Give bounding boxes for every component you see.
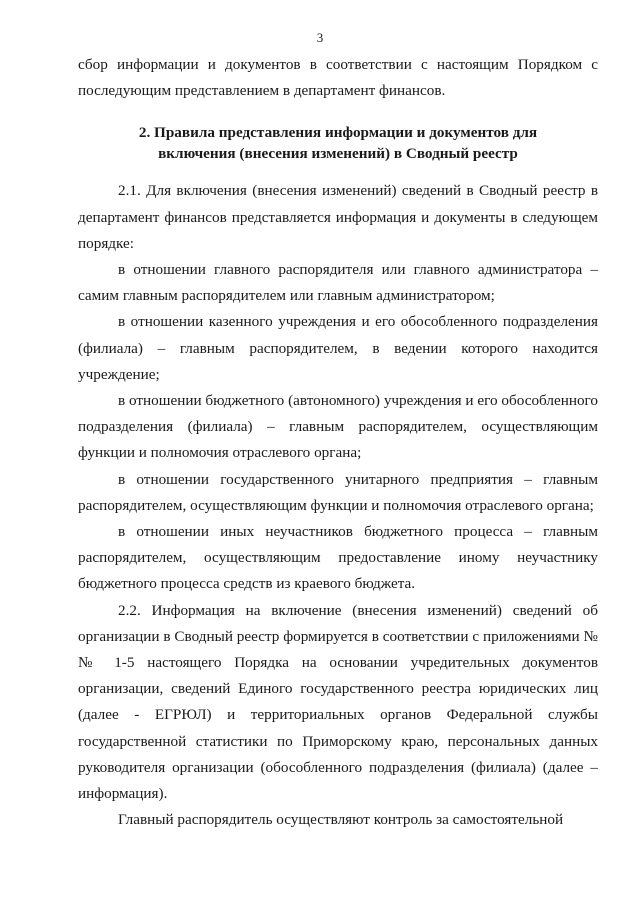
paragraph-control: Главный распорядитель осуществляют контроль за самостоятельной bbox=[118, 811, 564, 829]
paragraph-unitary-enterprise: в отношении государственного унитарного предприятия – главным распорядителем, осуществляющим функции и полномочия отраслевого органа; bbox=[78, 470, 598, 514]
paragraph-main-administrator: в отношении главного распорядителя или главного администратора – самим главным распорядителем или главным администратором; bbox=[78, 261, 598, 305]
paragraph-2-1: 2.1. Для включения (внесения изменений) сведений в Сводный реестр в департамент финансов представляется информация и документы в следующем порядке: bbox=[78, 182, 598, 252]
paragraph-continued: сбор информации и документов в соответствии с настоящим Порядком с последующим представлением в департамент финансов. bbox=[78, 56, 598, 100]
paragraph-budget-institution: в отношении бюджетного (автономного) учреждения и его обособленного подразделения (филиала) – главным распорядителем, осуществляющим функции и полномочия отраслевого органа; bbox=[78, 392, 598, 462]
page-number: 3 bbox=[316, 30, 324, 45]
paragraph-2-2: 2.2. Информация на включение (внесения изменений) сведений об организации в Сводный реестр формируется в соответствии с приложениями №№ 1-5 настоящего Порядка на основании учредительных документов организации, сведений Единого государственного реестра юридических лиц (далее - ЕГРЮЛ) и территориальных органов Федеральной службы государственной статистики по Приморскому краю, персональных данных руководителя организации (обособленного подразделения (филиала) (далее – информация). bbox=[78, 601, 598, 803]
paragraph-state-institution: в отношении казенного учреждения и его обособленного подразделения (филиала) – главным распорядителем, в ведении которого находится учреждение; bbox=[78, 313, 598, 383]
paragraph-other-nonparticipants: в отношении иных неучастников бюджетного процесса – главным распорядителем, осуществляющим предоставление иному неучастнику бюджетного процесса средств из краевого бюджета. bbox=[78, 523, 598, 593]
section-heading: 2. Правила представления информации и документов для включения (внесения изменений) в Сводный реестр bbox=[138, 124, 538, 163]
document-body bbox=[78, 52, 598, 833]
